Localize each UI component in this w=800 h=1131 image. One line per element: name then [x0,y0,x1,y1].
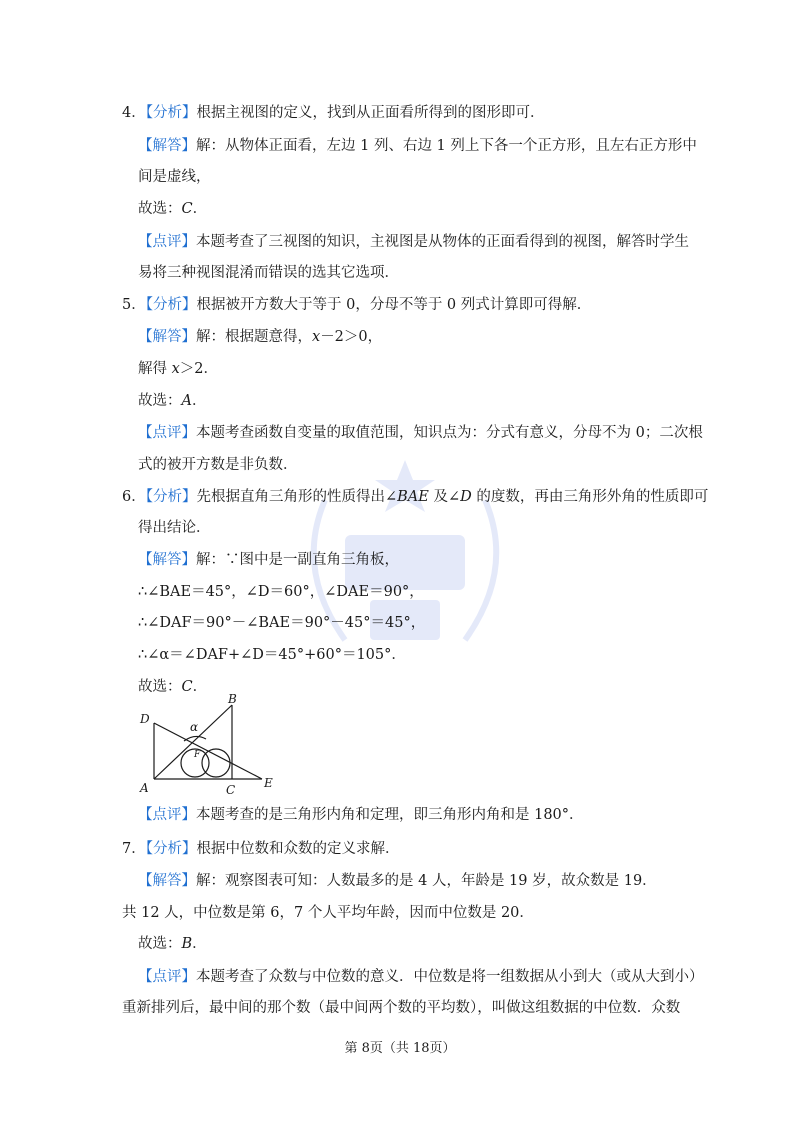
analysis-tag: 【分析】 [145,489,197,505]
choice-prefix: 故选： [138,936,182,952]
question-number: 4． [122,105,146,121]
choice-prefix: 故选： [138,393,182,409]
q5-analysis-line [122,296,591,314]
choice-suffix: ． [192,679,208,695]
label-alpha: α [190,720,199,734]
choice-prefix: 故选： [138,201,182,217]
right-circle [202,749,230,777]
q7-choice [138,935,207,953]
q7-comment-line2: 重新排列后，最中间的那个数（最中间两个数的平均数），叫做这组数据的中位数．众数 [122,1000,681,1016]
q6-comment [138,806,584,824]
comment-tag: 【点评】 [138,425,196,441]
q5-answer-text: 解：根据题意得， [196,329,312,345]
choice-letter: B [181,936,193,952]
q5-solve-prefix: 解得 [138,361,172,377]
answer-tag: 【解答】 [138,552,196,568]
q6-analysis-line2: 得出结论． [138,520,211,536]
q7-answer-text: 解：观察图表可知：人数最多的是 4 人，年龄是 19 岁，故众数是 19． [196,873,657,889]
q4-comment-line2: 易将三种视图混淆而错误的选其它选项． [138,265,399,281]
label-a: A [140,781,149,795]
q6-step2: ∴∠DAF＝90°－∠BAE＝90°－45°＝45°， [138,615,426,631]
q5-answer-line1 [138,328,382,346]
analysis-tag: 【分析】 [145,105,197,121]
label-d: D [140,712,150,726]
label-b: B [228,693,237,706]
q7-answer-line2: 共 12 人，中位数是第 6，7 个人平均年龄，因而中位数是 20． [122,905,534,921]
variable-x: x [312,329,321,345]
q5-comment-text: 本题考查函数自变量的取值范围，知识点为：分式有意义，分母不为 0；二次根 [196,425,703,441]
q4-answer-line1 [138,137,697,155]
q6-comment-text: 本题考查的是三角形内角和定理，即三角形内角和是 180°． [196,807,584,823]
question-number: 6． [122,489,146,505]
answer-tag: 【解答】 [138,138,196,154]
q7-comment-text: 本题考查了众数与中位数的意义．中位数是将一组数据从小到大（或从大到小） [196,969,704,985]
q4-answer-text: 解：从物体正面看，左边 1 列、右边 1 列上下各一个正方形，且左右正方形中 [196,138,697,154]
q5-answer-inequality: －2＞0， [320,329,383,345]
q6-step3: ∴∠α＝∠DAF+∠D＝45°+60°＝105°． [138,647,406,663]
q5-answer-line2 [138,360,218,378]
q6-answer-text: 解：∵图中是一副直角三角板， [196,552,399,568]
choice-letter: C [181,679,193,695]
q6-analysis-text-b: 及∠ [428,489,461,505]
comment-tag: 【点评】 [138,969,196,985]
analysis-tag: 【分析】 [145,297,197,313]
q4-analysis-text: 根据主视图的定义，找到从正面看所得到的图形即可． [196,105,545,121]
answer-tag: 【解答】 [138,329,196,345]
choice-suffix: ． [192,936,207,952]
comment-tag: 【点评】 [138,234,196,250]
q4-analysis-line [122,104,544,122]
label-f: F [194,750,201,760]
q5-comment-line1 [138,424,703,442]
q6-answer-line1 [138,551,399,569]
label-c: C [226,783,236,796]
q5-comment-line2: 式的被开方数是非负数． [138,457,298,473]
label-e: E [264,776,273,790]
choice-suffix: ． [191,393,207,409]
q5-analysis-text: 根据被开方数大于等于 0，分母不等于 0 列式计算即可得解． [196,297,592,313]
q7-analysis-text: 根据中位数和众数的定义求解． [196,841,400,857]
q4-comment-line1 [138,233,689,251]
choice-letter: A [181,393,192,409]
q6-analysis-text-c: 的度数，再由三角形外角的性质即可 [471,489,709,505]
page-footer: 第 8页（共 18页） [344,1041,456,1056]
answer-tag: 【解答】 [138,873,196,889]
q6-analysis-text-a: 先根据直角三角形的性质得出∠ [196,489,398,505]
comment-tag: 【点评】 [138,807,196,823]
q7-answer-line1 [138,872,657,890]
analysis-tag: 【分析】 [145,841,197,857]
q6-angle-d: D [460,489,472,505]
question-number: 7． [122,841,146,857]
variable-x: x [171,361,180,377]
q4-comment-text: 本题考查了三视图的知识，主视图是从物体的正面看得到的视图，解答时学生 [196,234,689,250]
q5-choice [138,392,206,410]
q4-answer-line2: 间是虚线， [138,169,211,185]
q7-analysis-line [122,840,399,858]
q6-analysis-line [122,488,708,506]
q7-comment-line1 [138,968,704,986]
q5-solve-result: ＞2． [179,361,219,377]
question-number: 5． [122,297,146,313]
q6-angle-bae: BAE [397,489,429,505]
choice-letter: C [181,201,193,217]
q4-choice [138,200,207,218]
triangle-figure [138,693,278,796]
q6-step1: ∴∠BAE＝45°，∠D＝60°，∠DAE＝90°， [138,584,424,600]
choice-suffix: ． [192,201,208,217]
edge-ab [154,705,232,779]
choice-prefix: 故选： [138,679,182,695]
